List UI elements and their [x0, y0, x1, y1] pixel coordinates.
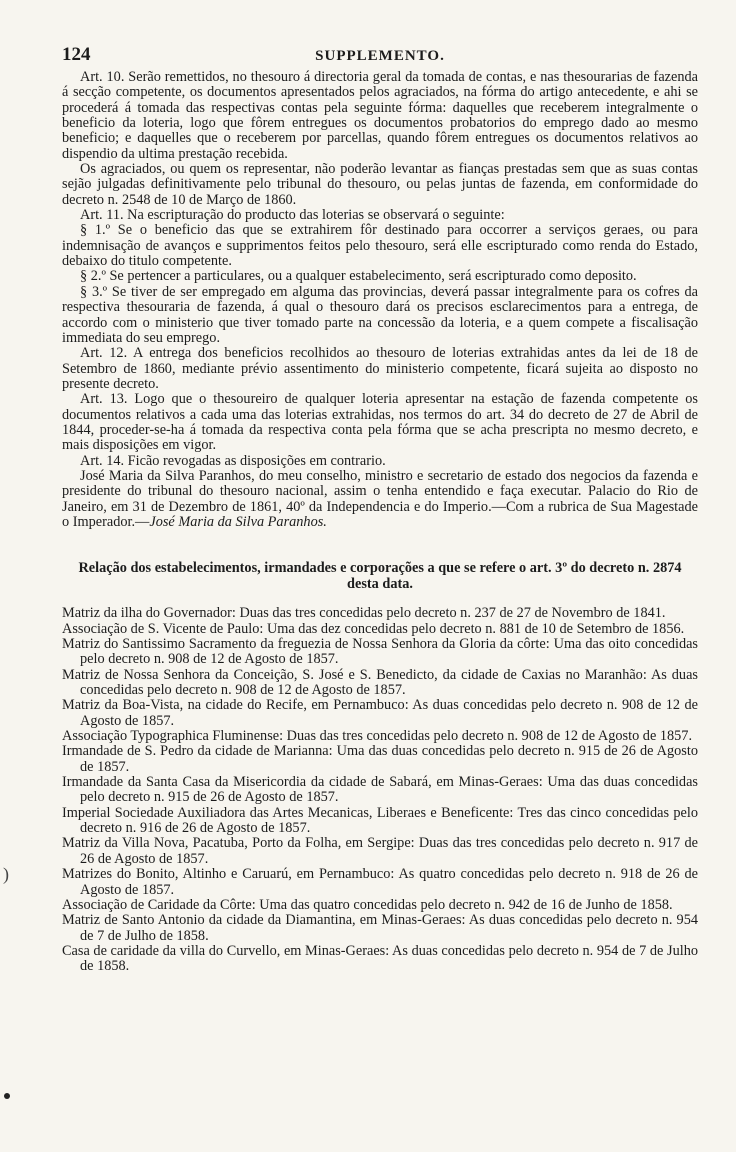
list-item: Imperial Sociedade Auxiliadora das Artes Mecanicas, Liberaes e Beneficente: Tres das cinco concedidas pelo decreto n. 916 de 26 de Agosto de 1857. — [62, 804, 698, 837]
paragraph-art-11: Art. 11. Na escripturação do producto das loterias se observará o seguinte: — [80, 207, 505, 224]
list-item: Associação de S. Vicente de Paulo: Uma das dez concedidas pelo decreto n. 881 de 10 de Setembro de 1856. — [62, 620, 685, 637]
list-item: Associação de Caridade da Côrte: Uma das quatro concedidas pelo decreto n. 942 de 16 de Junho de 1858. — [62, 896, 673, 913]
page-number: 124 — [62, 44, 91, 65]
list-item: Matriz de Nossa Senhora da Conceição, S. José e S. Benedicto, da cidade de Caxias no Maranhão: As duas concedidas pelo decreto n. 908 de 12 de Agosto de 1857. — [62, 666, 698, 699]
page-header — [62, 44, 698, 70]
signature: José Maria da Silva Paranhos. — [149, 513, 327, 530]
list-item: Matriz da Boa-Vista, na cidade do Recife, em Pernambuco: As duas concedidas pelo decreto n. 908 de 12 de Agosto de 1857. — [62, 697, 698, 729]
closing-paragraph — [62, 469, 698, 530]
paragraph-art-11-par-3: § 3.º Se tiver de ser empregado em alguma das provincias, deverá passar integralmente para os cofres da respectiva thesouraria de fazenda, á qual o thesouro dará os precisos esclarecimentos para a entrega, de accordo com o ministerio que tiver tomado parte na concessão da loteria, e a quem compete a fiscalisação immediata do seu emprego. — [62, 283, 698, 346]
paragraph-agraciados: Os agraciados, ou quem os representar, não poderão levantar as fianças prestadas sem que as suas contas sejão julgadas definitivamente pelo tribunal do thesouro, ou pelas juntas de fazenda, em conformidade do decreto n. 2548 de 10 de Março de 1860. — [62, 161, 698, 208]
paragraph-art-10: Art. 10. Serão remettidos, no thesouro á directoria geral da tomada de contas, e nas thesourarias de fazenda á secção competente, os documentos apresentados pelos agraciados, na fórma do artigo antecedente, e ahi se procederá á tomada das respectivas contas pela seguinte fórma: daquelles que receberem integralmente o beneficio da loteria, logo que fôrem entregues os documentos probatorios do emprego dado ao mesmo beneficio; e daquelles que o receberem por parcellas, quando fôrem entregues os documentos relativos ao dispendio da ultima prestação recebida. — [62, 69, 698, 162]
list-item: Matrizes do Bonito, Altinho e Caruarú, em Pernambuco: As quatro concedidas pelo decreto n. 918 de 26 de Agosto de 1857. — [62, 866, 698, 898]
paragraph-art-12: Art. 12. A entrega dos beneficios recolhidos ao thesouro de loterias extrahidas antes da lei de 18 de Setembro de 1860, mediante prévio assentimento do ministerio competente, ficará sujeita ao disposto no presente decreto. — [62, 345, 698, 392]
list-item: Matriz da Villa Nova, Pacatuba, Porto da Folha, em Sergipe: Duas das tres concedidas pelo decreto n. 917 de 26 de Agosto de 1857. — [62, 835, 698, 867]
relacao-title: Relação dos estabelecimentos, irmandades e corporações a que se refere o art. 3º do decreto n. 2874 desta data. — [78, 560, 682, 593]
list-item: Associação Typographica Fluminense: Duas das tres concedidas pelo decreto n. 908 de 12 de Agosto de 1857. — [62, 728, 693, 745]
list-item: Matriz de Santo Antonio da cidade da Diamantina, em Minas-Geraes: As duas concedidas pelo decreto n. 954 de 7 de Julho de 1858. — [62, 912, 698, 944]
list-item: Irmandade de S. Pedro da cidade de Marianna: Uma das duas concedidas pelo decreto n. 915 de 26 de Agosto de 1857. — [62, 743, 698, 775]
paragraph-art-13: Art. 13. Logo que o thesoureiro de qualquer loteria apresentar na estação de fazenda competente os documentos relativos a cada uma das loterias extrahidas, nos termos do art. 34 do decreto de 27 de Abril de 1844, proceder-se-ha á tomada da respectiva conta pela fórma que se acha prescripta no mesmo decreto, e mais disposições em vigor. — [62, 391, 698, 454]
paragraph-art-11-par-2: § 2.º Se pertencer a particulares, ou a qualquer estabelecimento, será escripturado como deposito. — [80, 268, 637, 285]
margin-bracket-mark: ) — [3, 864, 9, 884]
list-item: Matriz do Santissimo Sacramento da freguezia de Nossa Senhora da Gloria da côrte: Uma das oito concedidas pelo decreto n. 908 de 12 de Agosto de 1857. — [62, 636, 698, 668]
relacao-list — [62, 606, 698, 974]
list-item: Casa de caridade da villa do Curvello, em Minas-Geraes: As duas concedidas pelo decreto n. 954 de 7 de Julho de 1858. — [62, 942, 698, 975]
book-page — [62, 44, 698, 975]
paragraph-art-14: Art. 14. Ficão revogadas as disposições em contrario. — [80, 452, 386, 469]
list-item: Irmandade da Santa Casa da Misericordia da cidade de Sabará, em Minas-Geraes: Uma das duas concedidas pelo decreto n. 915 de 26 de Agosto de 1857. — [62, 774, 698, 806]
paragraph-art-11-par-1: § 1.º Se o beneficio das que se extrahirem fôr destinado para occorrer a serviços geraes, ou para indemnisação de avanços e supprimentos feitos pelo thesouro, será elle escripturado como renda do Estado, debaixo do titulo competente. — [62, 222, 698, 270]
list-item: Matriz da ilha do Governador: Duas das tres concedidas pelo decreto n. 237 de 27 de Novembro de 1841. — [62, 605, 666, 622]
margin-ink-dot — [4, 1093, 10, 1099]
decree-text — [62, 70, 698, 530]
running-title: SUPPLEMENTO. — [315, 48, 445, 64]
closing-text: José Maria da Silva Paranhos, do meu conselho, ministro e secretario de estado dos negocios da fazenda e presidente do tribunal do thesouro nacional, assim o tenha entendido e faça executar. Palacio do Rio de Janeiro, em 31 de Dezembro de 1861, 40º da Independencia e do Imperio.—Com a rubrica de Sua Magestade o Imperador.— — [62, 467, 698, 530]
